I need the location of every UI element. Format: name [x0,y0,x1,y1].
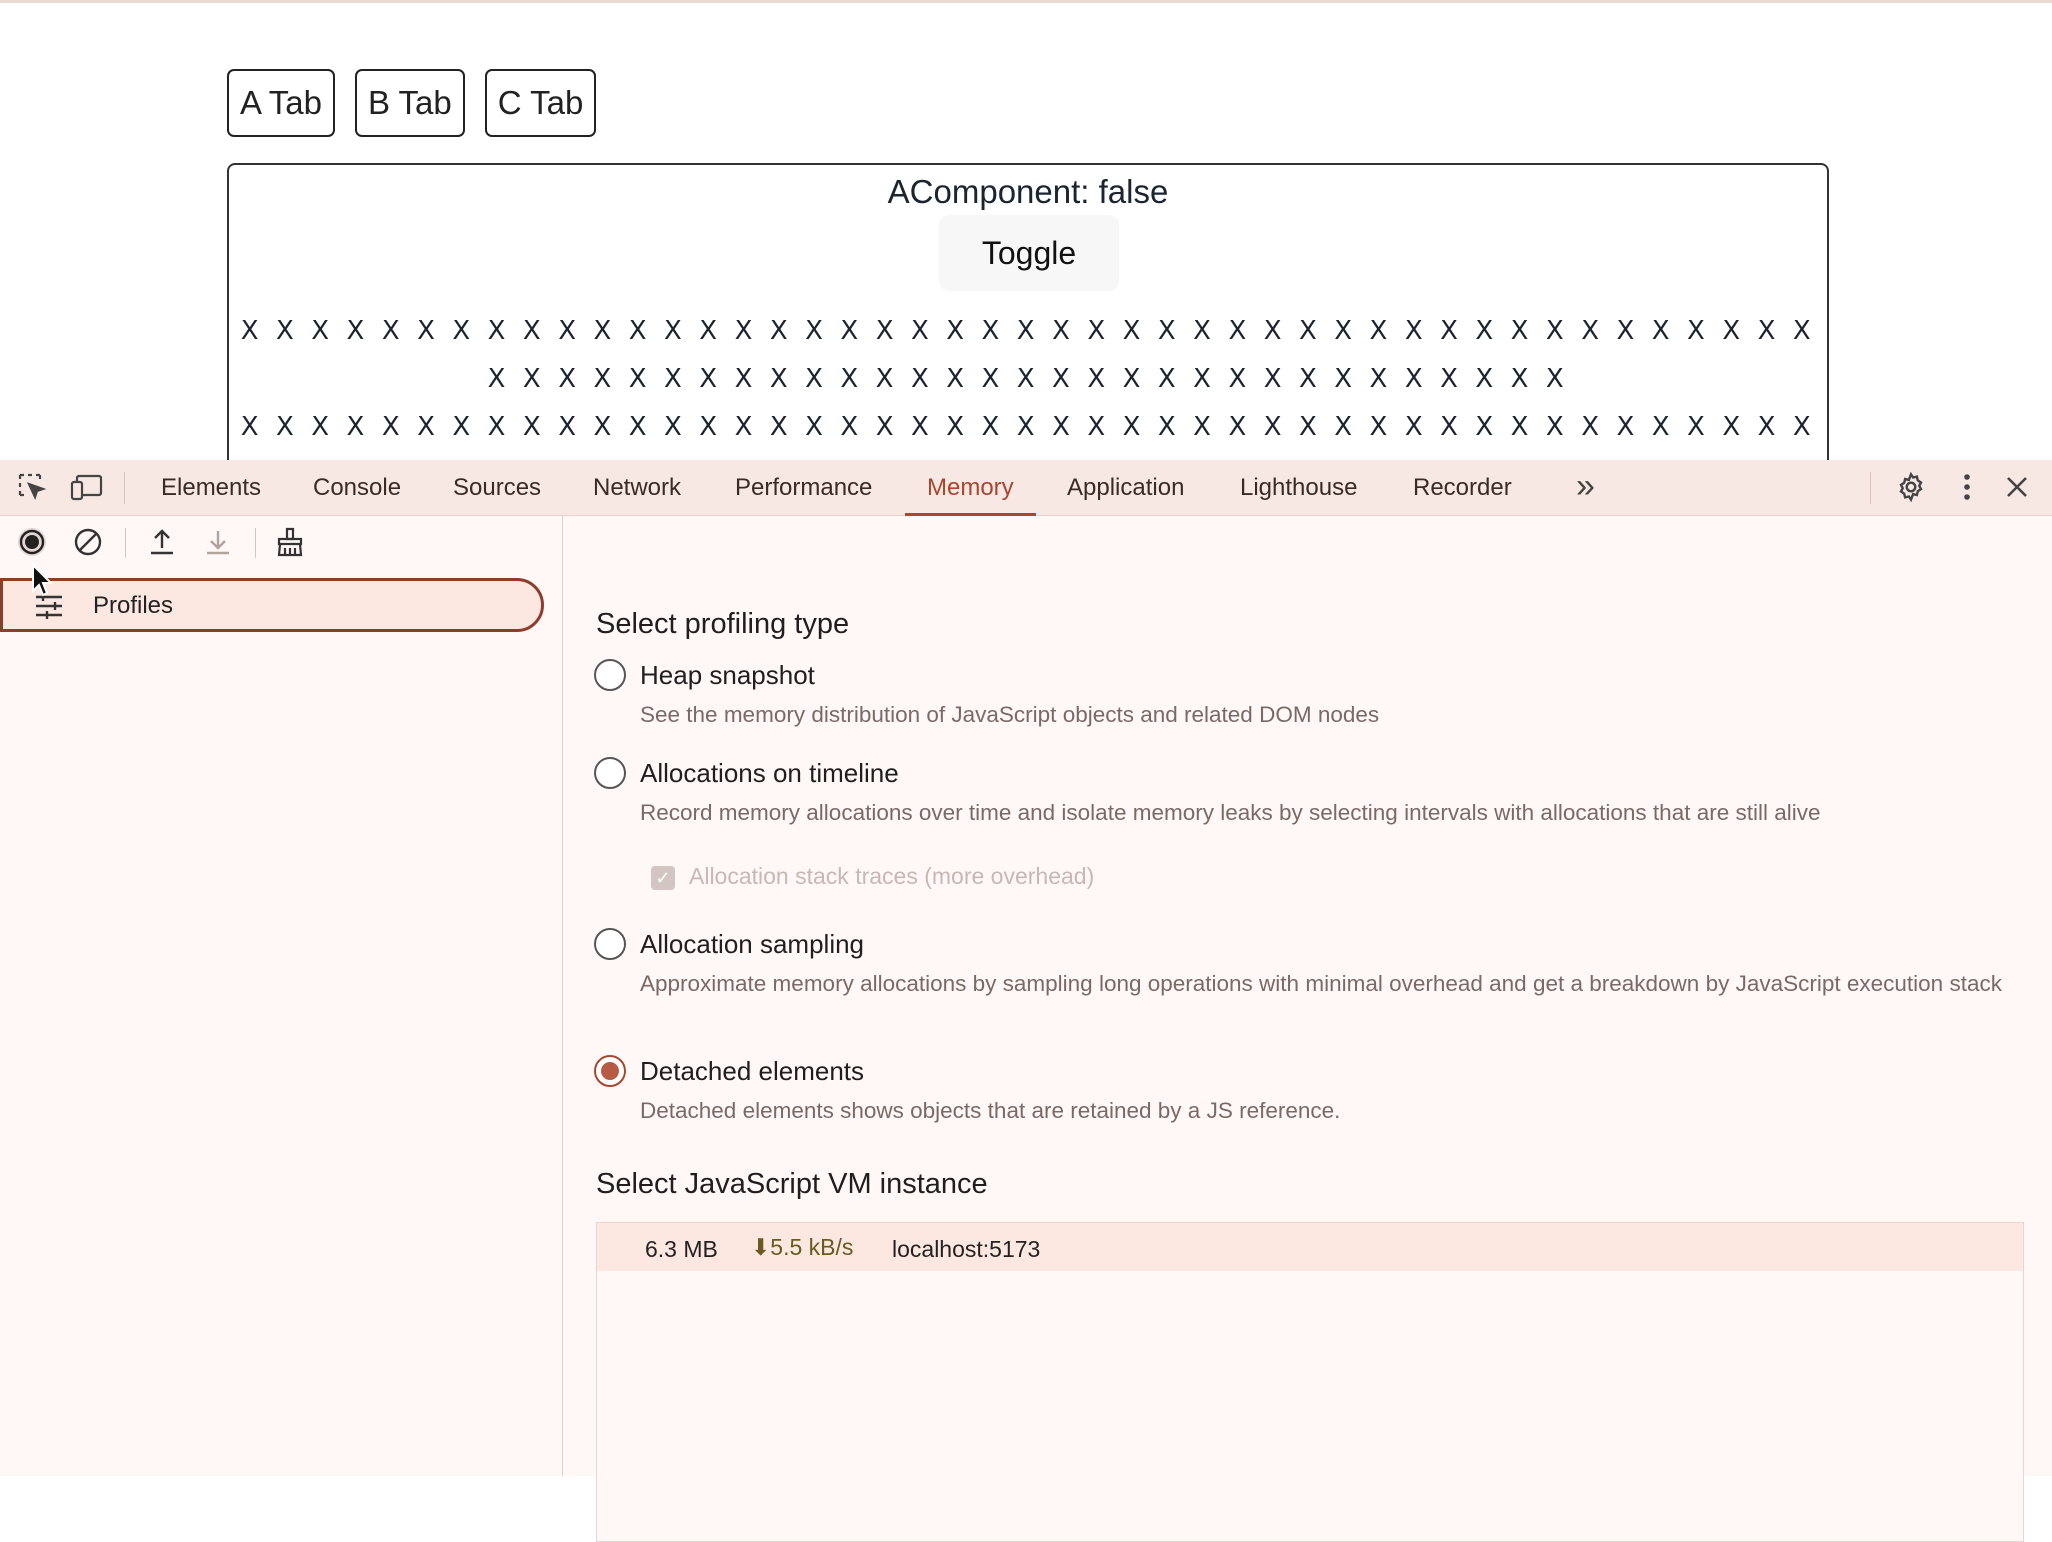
vm-heap-rate: ⬇5.5 kB/s [751,1234,854,1260]
profiles-sidebar [0,516,563,1476]
tab-b-button[interactable]: B Tab [355,69,465,137]
toolbar-divider [1870,472,1871,504]
stack-traces-label: Allocation stack traces (more overhead) [689,863,1095,889]
toolbar-divider [125,528,126,558]
tab-c-button[interactable]: C Tab [485,69,597,137]
profiling-main [563,516,2052,1476]
tab-elements[interactable]: Elements [161,474,262,501]
profiling-type-heading: Select profiling type [596,608,850,640]
device-toolbar-icon[interactable] [70,470,104,504]
toggle-button[interactable]: Toggle [939,215,1119,291]
tab-performance[interactable]: Performance [735,474,873,501]
broom-icon[interactable] [272,524,308,560]
upload-icon[interactable] [144,524,180,560]
tab-recorder[interactable]: Recorder [1413,474,1512,501]
mouse-cursor-icon [31,563,53,597]
toolbar-divider [124,472,125,504]
tab-memory[interactable]: Memory [927,460,1014,516]
x-row: X X X X X X X X X X X X X X X X X X X X X X X X X X X X X X X X X X X X X X X X X X X X X X X X X X X X X X X X X X X X X X X X X X X X X X X X X X X X [240,316,1816,394]
option-label: Allocations on timeline [640,758,899,788]
vm-instance-list [596,1222,2024,1542]
vm-host: localhost:5173 [892,1236,1041,1262]
option-description: Record memory allocations over time and isolate memory leaks by selecting intervals with allocations that are still alive [640,800,1821,825]
vm-instance-heading: Select JavaScript VM instance [596,1168,988,1200]
tab-application[interactable]: Application [1067,474,1185,501]
vm-heap-size: 6.3 MB [645,1236,718,1262]
option-label: Allocation sampling [640,929,865,959]
toolbar-divider [255,528,256,558]
clear-icon[interactable] [70,524,106,560]
sidebar-item-label: Profiles [93,592,174,619]
more-tabs-icon[interactable]: » [1576,467,1595,505]
tab-a-button[interactable]: A Tab [227,69,335,137]
close-icon[interactable] [2000,470,2034,504]
x-row: X X X X X X X X X X X X X X X X X X X X X X X X X X X X X X X X X X X X X X X X X X X X X [240,412,1816,442]
tab-console[interactable]: Console [313,474,402,501]
stack-traces-checkbox: ✓ [651,866,675,890]
record-icon[interactable] [14,524,50,560]
gear-icon[interactable] [1894,470,1928,504]
option-description: Approximate memory allocations by sampling long operations with minimal overhead and get a breakdown by JavaScript execution stack [640,971,2002,996]
component-panel [227,163,1829,460]
heap-snapshot-radio[interactable] [594,659,626,691]
detached-elements-radio[interactable] [594,1055,626,1087]
option-description: See the memory distribution of JavaScript objects and related DOM nodes [640,702,1380,727]
kebab-menu-icon[interactable] [1950,470,1984,504]
tab-sources[interactable]: Sources [453,474,542,501]
tab-lighthouse[interactable]: Lighthouse [1240,474,1358,501]
devtools-main-toolbar [0,460,2052,516]
option-description: Detached elements shows objects that are retained by a JS reference. [640,1098,1341,1123]
profiles-toolbar [0,516,562,568]
download-icon[interactable] [200,524,236,560]
tab-network[interactable]: Network [593,474,682,501]
sidebar-item-profiles[interactable] [0,578,544,632]
x-grid [229,307,1827,460]
tab-bar [227,69,596,137]
inspect-element-icon[interactable] [15,470,49,504]
allocations-timeline-radio[interactable] [594,757,626,789]
allocation-sampling-radio[interactable] [594,928,626,960]
vm-instance-row[interactable] [597,1223,2023,1271]
devtools-pane [0,460,2052,1476]
option-label: Heap snapshot [640,660,815,690]
option-label: Detached elements [640,1056,865,1086]
component-status: AComponent: false [887,173,1169,210]
page-viewport [0,0,2052,460]
